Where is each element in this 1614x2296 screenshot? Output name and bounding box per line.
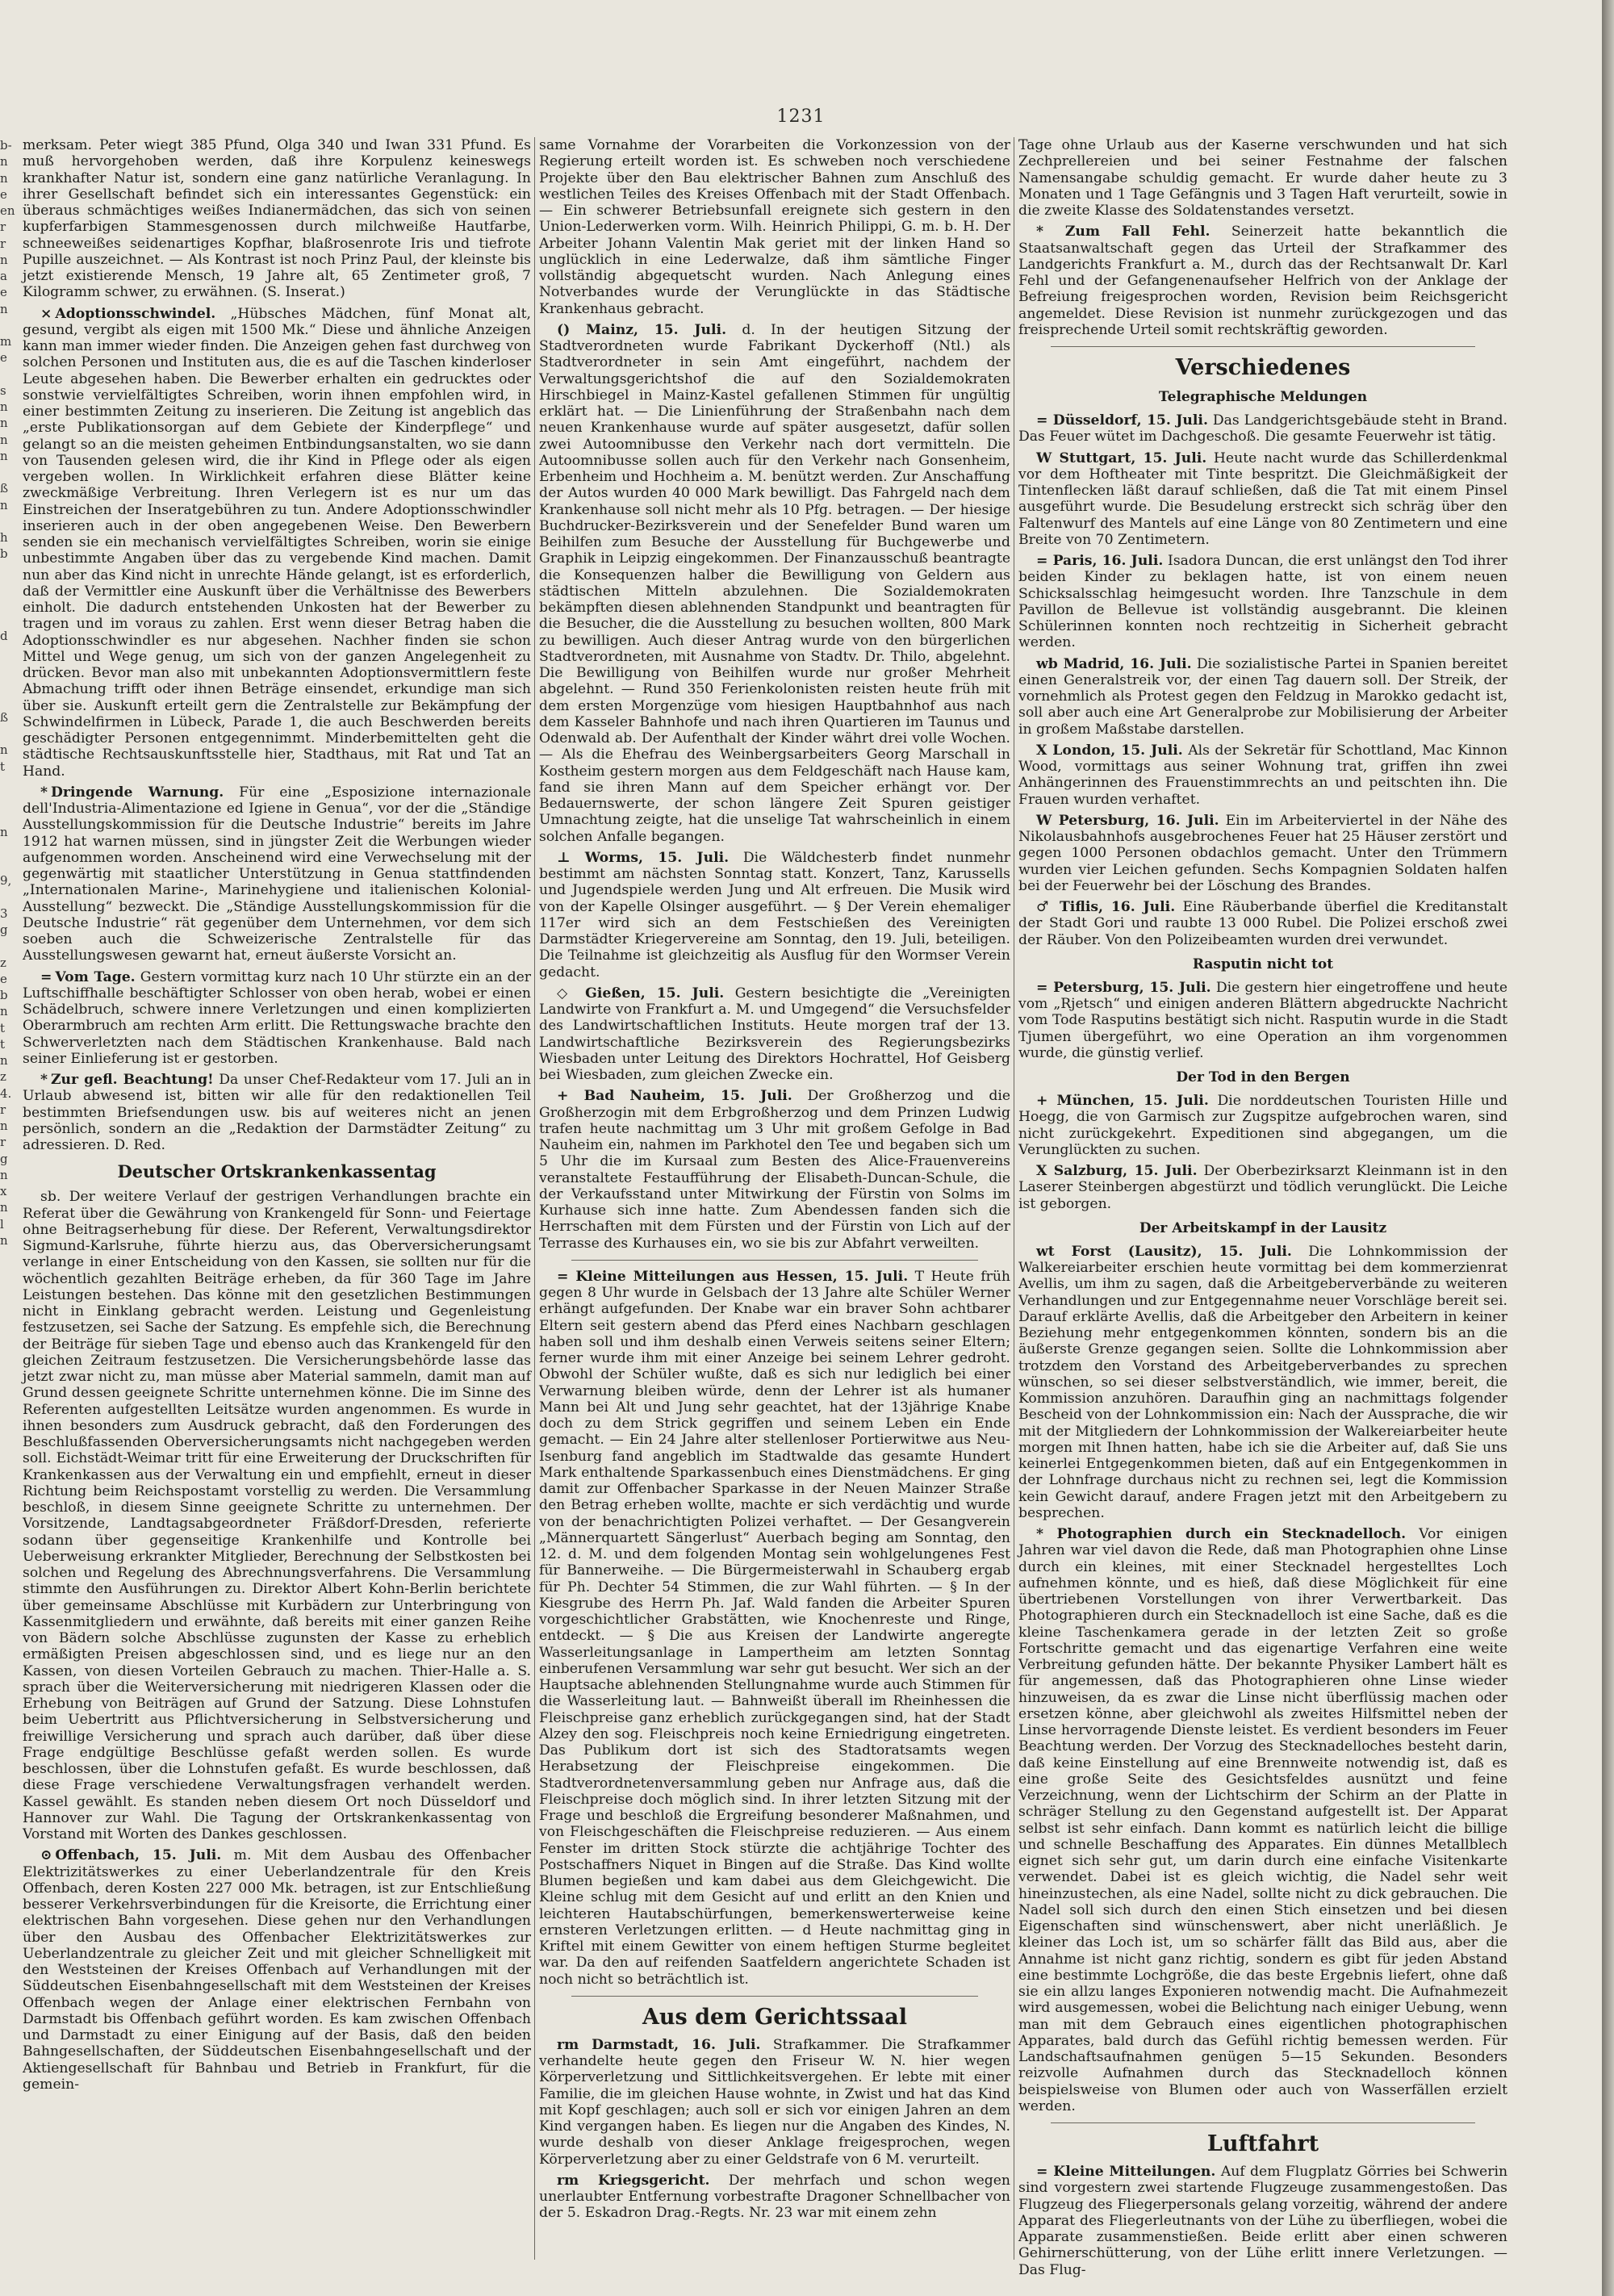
section-heading: Deutscher Ortskrankenkassentag <box>117 1161 437 1182</box>
asterisk-icon: * <box>40 784 48 801</box>
article-paragraph <box>539 985 1010 1084</box>
article-paragraph <box>23 306 531 780</box>
page-number: 1231 <box>776 107 826 127</box>
separator-rule <box>571 1260 978 1261</box>
article-body: Auf dem Flugplatz Görries bei Schwerin sind vorgestern zwei startende Flugzeuge zusammengestoßen. Das Flugzeug des Fliegerpersonals gelang vorzeitig, während der andere Apparat des Fliegerleutnants von der Lühe zu überfliegen, wobei die Apparate zusammenstießen. Beide erlitt aber einen schweren Gehirnerschütterung, von der Lühe erlitt innere Verletzungen. — Das Flug- <box>1018 2164 1508 2278</box>
article-paragraph <box>1018 1093 1507 1158</box>
article-body: m. Mit dem Ausbau des Offenbacher Elektrizitätswerkes zu einer Ueberlandzentrale für den Kreis Offenbach, deren Kosten 227 000 Mk. betragen, ist zur Entschließung besserer Verkehrsverbindungen für die Kreisorte, die Errichtung einer elektrischen Bahn vorgesehen. Diese gehen nur den Verhandlungen über den Ausbau des Offenbacher Elektrizitätswerkes zur Ueberlandzentrale zu gleicher Zeit und mit gleicher Schnelligkeit mit den Weststeinen der Kreises Offenbach auf Verhandlungen mit der Süddeutschen Eisenbahngesellschaft mit dem Weststeinen der Kreises Offenbach wegen der Anlage einer elektrischen Fernbahn von Darmstadt bis Offenbach geführt worden. Es kam zwischen Offenbach und Darmstadt zu einer Einigung auf der Basis, daß den beiden Bahngesellschaften, der Süddeutschen Eisenbahngesellschaft und der Aktiengesellschaft für Bahnbau und Betrieb in Frankfurt, für die gemein- <box>23 1847 532 2093</box>
article-body: Gestern besichtigte die „Vereinigten Landwirte von Frankfurt a. M. und Umgegend“ die Versuchsfelder des Landwirtschaftlichen Instituts. Heute morgen traf der 13. Landwirtschaftliche Bezirksverein des Regierungsbezirks Wiesbaden unter Leitung des Direktors Hochrattel, Hof Geisberg bei Wiesbaden, zum gleichen Zwecke ein. <box>539 985 1010 1083</box>
article-body: Gestern vormittag kurz nach 10 Uhr stürzte ein an der Luftschiffhalle beschäftigter Schlosser von oben herab, wobei er einen Schädelbruch, schwere innere Verletzungen und einen komplizierten Oberarmbruch am rechten Arm erlitt. Die Rettungswache brachte den Schwerverletzten nach dem Städtischen Krankenhause. Bald nach seiner Einlieferung ist er gestorben. <box>23 968 532 1067</box>
article-paragraph <box>1018 899 1507 948</box>
article-paragraph <box>23 1847 531 2093</box>
article-paragraph <box>1018 980 1507 1061</box>
article-body: Der mehrfach und schon wegen unerlaubter Entfernung vorbestrafte Dragoner Schnellbacher von der 5. Eskadron Drag.-Regts. Nr. 23 war mit einem zehn <box>539 2172 1010 2222</box>
article-paragraph <box>1018 412 1507 445</box>
separator-rule <box>1051 346 1475 347</box>
article-lead: () Mainz, 15. Juli. <box>557 321 727 338</box>
article-paragraph <box>1018 813 1507 894</box>
article-paragraph <box>23 1072 531 1153</box>
article-paragraph <box>1018 656 1507 738</box>
cross-icon: × <box>40 305 52 322</box>
column-2 <box>539 137 1010 2268</box>
article-body: Die Wäldchesterb findet nunmehr bestimmt am nächsten Sonntag statt. Konzert, Tanz, Karussells und Jugendspiele werden Jung und Alt erfreuen. Die Musik wird von der Kapelle Olsinger ausgeführt. — § Der Verein ehemaliger 117er wird sich an dem Festschießen des Vereinigten Darmstädter Kriegervereine am Sonntag, den 19. Juli, beteiligen. Die Teilnahme ist gleichzeitig als Ausflug für den Wormser Verein gedacht. <box>539 849 1010 981</box>
subsection-heading: Rasputin nicht tot <box>1192 956 1334 972</box>
article-lead: ♂ Tiflis, 16. Juli. <box>1036 899 1176 915</box>
article-lead: + München, 15. Juli. <box>1036 1093 1209 1109</box>
circled-dot-icon: ⊙ <box>40 1847 52 1864</box>
article-paragraph <box>1018 1244 1507 1521</box>
article-paragraph <box>23 784 531 964</box>
article-lead: = Petersburg, 15. Juli. <box>1036 979 1211 996</box>
double-line-icon: = <box>40 968 52 985</box>
article-lead: W Petersburg, 16. Juli. <box>1036 812 1219 829</box>
previous-page-fringe: b- n n e en r r n a e n m e s n n n n ß n h b d ß n t n 9, 3 g z e b n t t n z 4. r n r g n x n l n <box>0 138 15 1248</box>
article-lead: rm Darmstadt, 16. Juli. <box>557 2036 761 2053</box>
article-body: d. In der heutigen Sitzung der Stadtverordneten wurde Fabrikant Dyckerhoff (Ntl.) als Stadtverordneter in sein Amt eingeführt, nachdem der Verwaltungsgerichtshof die auf den Sozialdemokraten Hirschbiegel in Mainz-Kastel gefallenen Stimmen für ungültig erklärt hat. — Die Linienführung der Straßenbahn nach dem neuen Krankenhause wurde auf später ausgesetzt, dafür sollen zwei Autoomnibusse den Verkehr nach dort vermitteln. Die Autoomnibusse sollen auch für den Verkehr nach Gonsenheim, Erbenheim und Hochheim a. M. benützt werden. Zur Anschaffung der Autos wurden 40 000 Mark bewilligt. Das Fahrgeld nach dem Krankenhause soll nicht mehr als 10 Pfg. betragen. — Der hiesige Buchdrucker-Bezirksverein und der Senefelder Bund waren um Beihilfen zum Besuche der Ausstellung für Buchgewerbe und Graphik in Leipzig eingekommen. Der Finanzausschuß beantragte die Konsequenzen halber die Bewilligung von Geldern aus städtischen Mitteln abzulehnen. Die Sozialdemokraten bekämpften diesen ablehnenden Standpunkt und beantragten für die Besucher, die die Ausstellung zu besuchen wollten, 800 Mark zu bewilligen. Auch dieser Antrag wurde von den bürgerlichen Stadtverordneten, mit Ausnahme von Stadtv. Dr. Thilo, abgelehnt. Die Bewilligung von Beihilfen wurde nur großer Mehrheit abgelehnt. — Rund 350 Ferienkolonisten reisten heute früh mit dem ersten Morgenzüge vom hiesigen Hauptbahnhof aus nach dem Kasseler Bahnhofe und nach ihren Quartieren im Taunus und Odenwald ab. Der Aufenthalt der Kinder währt drei volle Wochen. — Als die Ehefrau des Weinbergsarbeiters Georg Marschall in Kostheim gestern morgen aus dem Feldgeschäft nach Hause kam, fand sie ihren Mann auf dem Speicher erhängt vor. Der Bedauernswerte, der schon längere Zeit Spuren geistiger Umnachtung zeigte, hat die unselige Tat wahrscheinlich in einem solchen Anfalle begangen. <box>539 321 1010 845</box>
article-paragraph <box>539 850 1010 981</box>
article-lead: W Stuttgart, 15. Juli. <box>1036 450 1207 466</box>
article-body: Als der Sekretär für Schottland, Mac Kinnon Wood, vormittags aus seiner Wohnung trat, griffen ihn zwei Anhängerinnen des Frauenstimmrechts an und peitschten ihn. Die Frauen wurden verhaftet. <box>1018 742 1507 808</box>
article-lead: = Paris, 16. Juli. <box>1036 553 1164 569</box>
subsection-heading: Der Tod in den Bergen <box>1176 1069 1350 1085</box>
article-paragraph: sb. Der weitere Verlauf der gestrigen Verhandlungen brachte ein Referat über die Gewährung von Krankengeld für Sonn- und Feiertage ohne Beitragserhebung für diese. Der Referent, Verwaltungsdirektor Sigmund-Karlsruhe, führte hierzu aus, das Oberversicherungsamt verlange in einer Entscheidung von den Kassen, sie sollten nur für die wöchentlich gezahlten Beiträge erheben, da für 360 Tage im Jahre Leistungen bestehen. Das könne mit den gesetzlichen Bestimmungen nicht in Einklang gebracht werden. Leistung und Gegenleistung festzusetzen, sei Sache der Satzung. Es empfehle sich, die Berechnung der Beiträge für sieben Tage und ebenso auch das Krankengeld für den gleichen Zeitraum festzusetzen. Die Versicherungsbehörde lasse das jetzt zwar nicht zu, man müsse aber Material sammeln, damit man auf Grund dessen geeignete Schritte unternehmen könne. Die im Sinne des Referenten aufgestellten Leitsätze wurden angenommen. Es wurde in ihnen besonders zum Ausdruck gebracht, daß den Forderungen des Beschlußfassenden Oberversicherungsamts nicht nachgegeben werden soll. Eichstädt-Weimar tritt für eine Erweiterung der Druckschriften für Krankenkassen aus der Verwaltung ein und empfiehlt, erneut in dieser Richtung beim Reichspostamt vorstellig zu werden. Die Versammlung beschloß, in diesem Sinne geeignete Schritte zu unternehmen. Der Vorsitzende, Landtagsabgeordneter Fräßdorf-Dresden, referierte sodann über gegenseitige Krankenhilfe und Kontrolle bei Ueberweisung erkrankter Mitglieder, Berechnung der Selbstkosten bei solchen und Regelung des Abrechnungsverfahrens. Die Versammlung stimmte den Ausführungen zu. Direktor Albert Kohn-Berlin berichtete über gemeinsame Abschlüsse mit Kurbädern zur Unterbringung von Kassenmitgliedern und erwähnte, daß bereits mit einer ganzen Reihe von Bädern solche Abschlüsse zugunsten der Kasse zu erheblich ermäßigten Preisen abgeschlossen sind, und es liege nur an den Kassen, von diesen Vorteilen Gebrauch zu machen. Thier-Halle a. S. sprach über die Weiterversicherung mit niedrigeren Klassen oder die Erhebung von Beiträgen auf Grund der Satzung. Diese Lohnstufen beim Uebertritt aus Pflichtversicherung in Selbstversicherung und freiwillige Versicherung und sprach auch darüber, daß über diese Frage endgültige Beschlüsse gefaßt werden sollen. Es wurde beschlossen, über die Lohnstufen gefaßt. Es wurde beschlossen, daß diese Frage verschiedene Verwaltungsfragen verhandelt werden. Kassel gewählt. Es standen neben diesem Ort noch Düsseldorf und Hannover zur Wahl. Die Tagung der Ortskrankenkassentag von Vorstand mit Worten des Dankes geschlossen. <box>23 1189 531 1842</box>
article-paragraph <box>1018 224 1507 338</box>
article-paragraph <box>23 969 531 1068</box>
article-lead: Vom Tage. <box>55 968 136 985</box>
article-lead: rm Kriegsgericht. <box>557 2172 710 2189</box>
article-lead: wb Madrid, 16. Juli. <box>1036 655 1192 672</box>
article-body: Das Landgerichtsgebäude steht in Brand. Das Feuer wütet im Dachgeschoß. Die gesamte Feuerwehr ist tätig. <box>1018 412 1508 445</box>
asterisk-icon: * <box>40 1072 48 1088</box>
article-paragraph <box>1018 553 1507 651</box>
article-body: Die gestern hier eingetroffene und heute vom „Rjetsch“ und einigen anderen Blättern abgedruckte Nachricht vom Tode Rasputins bestätigt sich nicht. Rasputin wurde in die Stadt Tjumen übergeführt, wo eine Operation an ihm vorgenommen wurde, die günstig verlief. <box>1018 979 1508 1061</box>
column-1 <box>23 137 531 2268</box>
article-body: Seinerzeit hatte bekanntlich die Staatsanwaltschaft gegen das Urteil der Strafkammer des Landgerichts Frankfurt a. M., durch das der Rechtsanwalt Dr. Karl Fehl und der Gefangenenaufseher Helfrich von der Anklage der Befreiung freigesprochen worden, Revision beim Reichsgericht angemeldet. Diese Revision ist nunmehr zurückgezogen und das freisprechende Urteil somit rechtskräftig geworden. <box>1018 224 1507 338</box>
subsection-heading: Telegraphische Meldungen <box>1158 389 1368 405</box>
article-lead: * Zum Fall Fehl. <box>1036 224 1210 240</box>
article-lead: ◇ Gießen, 15. Juli. <box>557 985 725 1002</box>
article-body: Da unser Chef-Redakteur vom 17. Juli an in Urlaub abwesend ist, bitten wir alle für den redaktionellen Teil bestimmten Briefsendungen usw. bis auf weiteres nicht an jenen persönlich, sondern an die „Redaktion der Darmstädter Zeitung“ zu adressieren. D. Red. <box>23 1072 531 1153</box>
article-paragraph <box>1018 2164 1507 2278</box>
article-body: Vor einigen Jahren war viel davon die Rede, daß man Photographien ohne Linse durch ein kleines, mit einer Stecknadel hergestelltes Loch aufnehmen könnte, und es hieß, daß diese Möglichkeit für eine übertriebenen Vorstellungen von ihrer Verwertbarkeit. Das Photographieren durch ein Stecknadelloch ist eine Sache, daß es die kleine Taschenkamera gerade in der letzten Zeit so große Fortschritte gemacht und das eigenartige Verfahren eine weite Verbreitung gefunden hätte. Der bekannte Physiker Lambert hält es für angemessen, daß das Photographieren ohne Linse wieder hinzuweisen, da es zwar die Linse nicht überflüssig machen oder ersetzen könne, aber gleichwohl als zweites Hilfsmittel neben der Linse hervorragende Dienste leistet. Es verdient besonders im Feuer Beachtung werden. Der Vorzug des Stecknadelloches besteht darin, daß keine Einstellung auf eine Brennweite notwendig ist, daß es eine große Seite des Gesichtsfeldes ausnützt und feine Verzeichnung, wenn der Lichtschirm der Schirm an der Platte in schräger Stellung zu den Gegenstand aufgestellt ist. Der Apparat selbst ist sehr einfach. Dann kommt es natürlich leicht die billige und schnelle Beschaffung des Apparates. Ein dünnes Metallblech eignet sich sehr gut, um darin durch eine einfache Visitenkarte verwendet. Dabei ist es gleich wichtig, die Nadel sehr weit hineinzustechen, als eine Nadel, sollte nicht zu dick gebrauchen. Die Nadel soll sich durch den einen Stich einsetzen und bei diesen Eigenschaften sind wünschenswert, aber nicht unerläßlich. Je kleiner das Loch ist, um so schärfer fällt das Bild aus, aber die Annahme ist nicht ganz richtig, sondern es gibt für jeden Abstand eine bestimmte Lochgröße, die das beste Ergebnis liefert, ohne daß sie ein allzu langes Exponieren notwendig macht. Die Aufnahmezeit wird ausgemessen, wobei die Belichtung nach einiger Uebung, wenn man mit dem Gebrauch eines eigentlichen photographischen Apparates, bald durch das Gefühl richtig bemessen werden. Für Landschaftsaufnahmen genügen 5—15 Sekunden. Besonders reizvolle Aufnahmen durch das Stecknadelloch können beispielsweise von Blumen oder auch von Wasserfällen erzielt werden. <box>1018 1526 1507 2114</box>
article-paragraph: Tage ohne Urlaub aus der Kaserne verschwunden und hat sich Zechprellereien und bei seiner Festnahme der falschen Namensangabe schuldig gemacht. Er wurde daher heute zu 3 Monaten und 1 Tage Gefängnis und 3 Tagen Haft verurteilt, sowie in die zweite Klasse des Soldatenstandes versetzt. <box>1018 137 1507 219</box>
article-lead: Adoptionsschwindel. <box>55 305 216 322</box>
article-lead: Dringende Warnung. <box>51 784 224 801</box>
article-paragraph <box>539 2037 1010 2168</box>
article-paragraph <box>539 2173 1010 2222</box>
article-lead: Zur gefl. Beachtung! <box>51 1072 214 1088</box>
article-paragraph: same Vornahme der Vorarbeiten die Vorkonzession von der Regierung erteilt worden ist. Es schweben noch verschiedene Projekte über den Bau elektrischer Bahnen zum Anschluß des westlichen Teiles des Kreises Offenbach mit der Stadt Offenbach. — Ein schwerer Betriebsunfall ereignete sich gestern in den Union-Lederwerken vorm. Wilh. Heinrich Philippi, G. m. b. H. Der Arbeiter Johann Valentin Mak geriet mit der linken Hand so unglücklich in eine Lederwalze, daß ihm sämtliche Finger vollständig abgequetscht wurden. Nach Anlegung eines Notverbandes wurde der Verunglückte in das Städtische Krankenhaus gebracht. <box>539 137 1010 317</box>
article-lead: * Photographien durch ein Stecknadelloch. <box>1036 1526 1407 1542</box>
article-paragraph <box>1018 1163 1507 1212</box>
column-3 <box>1018 137 1508 2278</box>
subsection-heading: Der Arbeitskampf in der Lausitz <box>1139 1219 1387 1236</box>
page-edge-shadow <box>1602 0 1614 2296</box>
article-body: Isadora Duncan, die erst unlängst den Tod ihrer beiden Kinder zu beklagen hatte, ist von einem neuen Schicksalsschlag heimgesucht worden. Ihre Tanzschule in dem Pavillon de Bellevue ist vollständig ausgebrannt. Die kleinen Schülerinnen konnten noch rechtzeitig in Sicherheit gebracht werden. <box>1018 553 1507 651</box>
article-paragraph <box>539 322 1010 845</box>
section-heading: Verschiedenes <box>1175 355 1351 380</box>
article-paragraph <box>539 1088 1010 1252</box>
article-body: Die sozialistische Partei in Spanien bereitet einen Generalstreik vor, der einen Tag dauern soll. Der Streik, der vornehmlich als Protest gegen den Feldzug in Marokko gedacht ist, soll aber auch eine Art Generalprobe zur Mobilisierung der Arbeiter in großem Maßstabe darstellen. <box>1018 655 1507 738</box>
article-body: „Hübsches Mädchen, fünf Monat alt, gesund, vergibt als eigen mit 1500 Mk.“ Diese und ähnliche Anzeigen kann man immer wieder finden. Die Anzeigen gehen fast durchweg von solchen Personen und Instituten aus, die es auf die Taschen kinderloser Leute abgesehen haben. Die Bewerber erhalten ein gedrucktes oder sonstwie vervielfältigtes Schreiben, worin ihnen empfohlen wird, in einer bestimmten Zeitung zu inserieren. Die Zeitung ist angeblich das „erste Publikationsorgan auf dem Gebiete der Kinderpflege“ und gelangt so an die meisten geheimen Entbindungsanstalten, wo sie dann von Tausenden gelesen wird, die ihr Kind in Pflege oder als eigen vergeben wollen. In Wirklichkeit erfahren diese Blätter keine zweckmäßige Verbreitung. Ihren Verlegern ist es nur um das Einstreichen der Inseratgebühren zu tun. Andere Adoptionsschwindler inserieren auch in der oben angegebenen Weise. Den Bewerbern senden sie ein mechanisch vervielfältigtes Schreiben, worin sie einige unbestimmte Angaben über das zu vergebende Kind machen. Damit nun aber das Kind nicht in unrechte Hände gelangt, ist es erforderlich, daß der Vermittler eine Auskunft über die Verhältnisse des Bewerbers einholt. Die dadurch entstehenden Unkosten hat der Bewerber zu tragen und im voraus zu zahlen. Erst wenn dieser Betrag haben die Adoptionsschwindler es nur abgesehen. Nachher finden sie schon Mittel und Wege genug, um sich von der ganzen Angelegenheit zu drücken. Bevor man also mit unbekannten Adoptionsvermittlern feste Abmachung trifft oder ihnen Beträge einsendet, erkundige man sich über sie. Auskunft erteilt gern die Zentralstelle zur Bekämpfung der Schwindelfirmen in Lübeck, Parade 1, die auch Beschwerden bereits geschädigter Personen entgegennimmt. Minderbemittelten geht die städtische Rechtsauskunftsstelle hier, Stadthaus, mit Rat und Tat an Hand. <box>23 305 531 780</box>
column-rule-1 <box>534 137 535 2260</box>
article-lead: X London, 15. Juli. <box>1036 742 1183 759</box>
article-lead: Offenbach, 15. Juli. <box>55 1847 222 1864</box>
article-lead: X Salzburg, 15. Juli. <box>1036 1163 1198 1179</box>
article-lead: + Bad Nauheim, 15. Juli. <box>557 1088 792 1105</box>
article-body: Der Großherzog und die Großherzogin mit dem Erbgroßherzog und dem Prinzen Ludwig trafen heute nachmittag um 3 Uhr mit großem Gefolge in Bad Nauheim ein, nahmen im Parkhotel den Tee und begaben sich um 5 Uhr die im Kursaal zum Besten des Alice-Frauenvereins veranstaltete Festaufführung der Elisabeth-Duncan-Schule, die der Verkaufsstand unter Mitwirkung der Fürstin von Solms im Kurhause sich inne hatte. Zum Abendessen fanden sich die Herrschaften mit dem Fürsten und der Fürstin von Lich auf der Terrasse des Kurhauses ein, wo sie bis zur Abfahrt verweilten. <box>539 1088 1010 1252</box>
article-body: Eine Räuberbande überfiel die Kreditanstalt der Stadt Gori und raubte 13 000 Rubel. Die Polizei erschoß zwei der Räuber. Von den Polizeibeamten wurden drei verwundet. <box>1018 899 1508 948</box>
article-paragraph <box>1018 1526 1507 2114</box>
article-lead: ⊥ Worms, 15. Juli. <box>557 849 730 866</box>
section-heading: Aus dem Gerichtssaal <box>642 2004 908 2030</box>
article-paragraph <box>1018 742 1507 808</box>
article-body: Ein im Arbeiterviertel in der Nähe des Nikolausbahnhofs ausgebrochenes Feuer hat 25 Häuser zerstört und gegen 1000 Personen obdachlos gemacht. Unter den Trümmern wurden vier Leichen gefunden. Sechs Kompagnien Soldaten halfen bei der Feuerwehr bei der Löschung des Brandes. <box>1018 812 1508 894</box>
section-heading: Luftfahrt <box>1206 2131 1319 2156</box>
article-lead: = Kleine Mitteilungen aus Hessen, 15. Juli. <box>557 1268 909 1285</box>
article-lead: wt Forst (Lausitz), 15. Juli. <box>1036 1243 1292 1260</box>
article-body: Der Oberbezirksarzt Kleinmann ist in den Laserer Steinbergen abgestürzt und tödlich verunglückt. Die Leiche ist geborgen. <box>1018 1163 1507 1212</box>
article-body: Die Lohnkommission der Walkereiarbeiter erschien heute vormittag bei dem kommerzienrat Avellis, um ihm zu sagen, daß die Arbeitgeberverbände zu weiteren Verhandlungen und zur Entgegennahme neuer Vorschläge bereit sei. Darauf erklärte Avellis, daß die Arbeitgeber den Arbeitern in keiner Beziehung mehr entgegenkommen könnten, sondern bis an die äußerste Grenze gegangen seien. Sollte die Lohnkommission aber trotzdem den Vorstand des Arbeitgeberverbandes zu sprechen wünschen, so sei dieser selbstverständlich, wie immer, bereit, die Kommission anzuhören. Daraufhin ging an nachmittags folgender Bescheid von der Lohnkommission ein: Nach der Aussprache, die wir mit der Mitgliedern der Lohnkommission der Walkereiarbeiter heute morgen mit Ihnen hatten, habe ich sie die Arbeiter auf, daß Sie uns keinerlei Entgegenkommen bieten, daß auf ein Entgegenkommen in der Lohnfrage durchaus nicht zu rechnen sei, legt die Kommission kein Gewicht darauf, andere Fragen jetzt mit den Arbeitgebern zu besprechen. <box>1018 1243 1507 1521</box>
article-paragraph <box>1018 450 1507 549</box>
article-body: Heute nacht wurde das Schillerdenkmal vor dem Hoftheater mit Tinte bespritzt. Die Gleichmäßigkeit der Tintenflecken läßt darauf schließen, daß die Tat mit einem Pinsel ausgeführt wurde. Die Besudelung erstreckt sich schräg über den Faltenwurf des Mantels auf eine Länge von 80 Zentimetern und eine Breite von 70 Zentimetern. <box>1018 450 1508 548</box>
article-paragraph <box>539 1269 1010 1988</box>
article-body: T Heute früh gegen 8 Uhr wurde in Gelsbach der 13 Jahre alte Schüler Werner erhängt aufgefunden. Der Knabe war ein braver Sohn achtbarer Eltern seit gestern abend das Pferd eines Nachbarn geschlagen haben soll und ihm deshalb einen Verweis seitens seiner Eltern; ferner wurde ihm mit einer Anzeige bei seinem Lehrer gedroht. Obwohl der Schüler wußte, daß es sich nur lediglich bei einer Verwarnung bleiben würde, denn der Lehrer ist als humaner Mann bei Alt und Jung sehr geachtet, hat der 13jährige Knabe doch zu dem Strick gegriffen und seinem Leben ein Ende gemacht. — Ein 24 Jahre alter stellenloser Portierwitwe aus Neu-Isenburg fand angeblich im Stadtwalde das gesamte Hundert Mark enthaltende Sparkassenbuch eines Dienstmädchens. Er ging damit zur Offenbacher Sparkasse in der Neuen Mainzer Straße den Betrag erheben wollte, machte er sich verdächtig und wurde von der benachrichtigten Polizei verhaftet. — Der Gesangverein „Männerquartett Sängerlust“ Auerbach beging am Sonntag, den 12. d. M. und dem folgenden Montag sein wohlgelungenes Fest für Bannerweihe. — Die Bürgermeisterwahl in Schauberg ergab für Ph. Dechter 54 Stimmen, die zur Wahl führten. — § In der Kiesgrube des Herrn Ph. Jaf. Wald fanden die Arbeiter Spuren vorgeschichtlicher Grabstätten, wie Knochenreste und Ringe, entdeckt. — § Die aus Kreisen der Landwirte angeregte Wasserleitungsanlage in Lampertheim am letzten Sonntag einberufenen Versammlung war sehr gut besucht. Wer sich an der Hauptsache ablehnenden Stellungnahme wurde auch Stimmen für die Wasserleitung laut. — Bahnweißt überall im Rheinhessen die Fleischpreise ganz erheblich zurückgegangen sind, hat der Stadt Alzey den sog. Fleischpreis noch keine Erniedrigung eingetreten. Das Publikum dort ist sich des Stadtoratsamts wegen Herabsetzung der Fleischpreise eingekommen. Die Stadtverordnetenversammlung geben nur Anfrage aus, daß die Fleischpreise doch möglich sind. In ihrer letzten Sitzung mit der Frage und beschloß die Ergreifung besonderer Maßnahmen, und von Fleischgeschäften die Fleischpreise reduzieren. — Aus einem Fenster im dritten Stock stürzte die achtjährige Tochter des Postschaffners Niquet in Bingen auf die Straße. Das Kind wollte Blumen begießen und kam dabei aus dem Gleichgewicht. Die Kleine schlug mit dem Gesicht auf und erlitt an den Knien und leichteren Hautabschürfungen, bemerkenswerterweise keine ernsteren Verletzungen erlitten. — d Heute nachmittag ging in Kriftel mit einem Gewitter von einem heftigen Sturme begleitet war. Da den auf reifenden Saatfeldern angerichtete Schaden ist noch nicht so beträchtlich ist. <box>539 1268 1011 1988</box>
article-lead: = Düsseldorf, 15. Juli. <box>1036 412 1208 429</box>
article-body: Strafkammer. Die Strafkammer verhandelte heute gegen den Friseur W. N. hier wegen Körperverletzung und Sittlichkeitsvergehen. Er lebte mit einer Familie, die im gleichen Hause wohnte, in Zwist und hat das Kind mit Kopf geschlagen; auch soll er sich vor einigen Jahren an dem Kind vergangen haben. Es liegen nur die Angaben des Kindes, N. wurde deshalb von dieser Anklage freigesprochen, wegen Körperverletzung aber zu einer Geldstrafe von 6 M. verurteilt. <box>539 2036 1010 2168</box>
article-body: Für eine „Esposizione internazionale dell'Industria-Alimentazione ed Igiene in Genua“, vor der die „Ständige Ausstellungskommission für die Deutsche Industrie“ bereits im Jahre 1912 hat warnen müssen, sind in jüngster Zeit die Werbungen wieder aufgenommen worden. Anscheinend wird eine Verwechselung mit der gegenwärtig mit staatlicher Unterstützung in Genua stattfindenden „Internationalen Marine-, Marinehygiene und italienischen Kolonial-Ausstellung“ bezweckt. Die „Ständige Ausstellungskommission für die Deutsche Industrie“ rät gegenüber dem Unternehmen, vor dem sich soeben auch die Schweizerische Zentralstelle für das Ausstellungswesen gewarnt hat, erneut äußerste Vorsicht an. <box>23 784 531 964</box>
article-paragraph: merksam. Peter wiegt 385 Pfund, Olga 340 und Iwan 331 Pfund. Es muß hervorgehoben werden, daß ihre Korpulenz keineswegs krankhafter Natur ist, sondern eine ganz natürliche Veranlagung. In ihrer Gesellschaft befindet sich ein interessantes Gegenstück: ein überaus schmächtiges weißes Indianermädchen, das sich von seinen kupferfarbigen Stammesgenossen durch milchweiße Hautfarbe, schneeweißes seidenartiges Kopfhar, blaßrosenrote Iris und tiefrote Pupille auszeichnet. — Als Kontrast ist noch Prinz Paul, der kleinste bis jetzt existierende Mensch, 19 Jahre alt, 65 Zentimeter groß, 7 Kilogramm schwer, zu erwähnen. (S. Inserat.) <box>23 137 531 301</box>
separator-rule <box>571 1996 978 1997</box>
article-body: Die norddeutschen Touristen Hille und Hoegg, die von Garmisch zur Zugspitze aufgebrochen waren, sind nicht zurückgekehrt. Expeditionen sind abgegangen, um die Verunglückten zu suchen. <box>1018 1093 1507 1158</box>
separator-rule <box>1051 2122 1475 2123</box>
article-lead: = Kleine Mitteilungen. <box>1036 2164 1216 2180</box>
